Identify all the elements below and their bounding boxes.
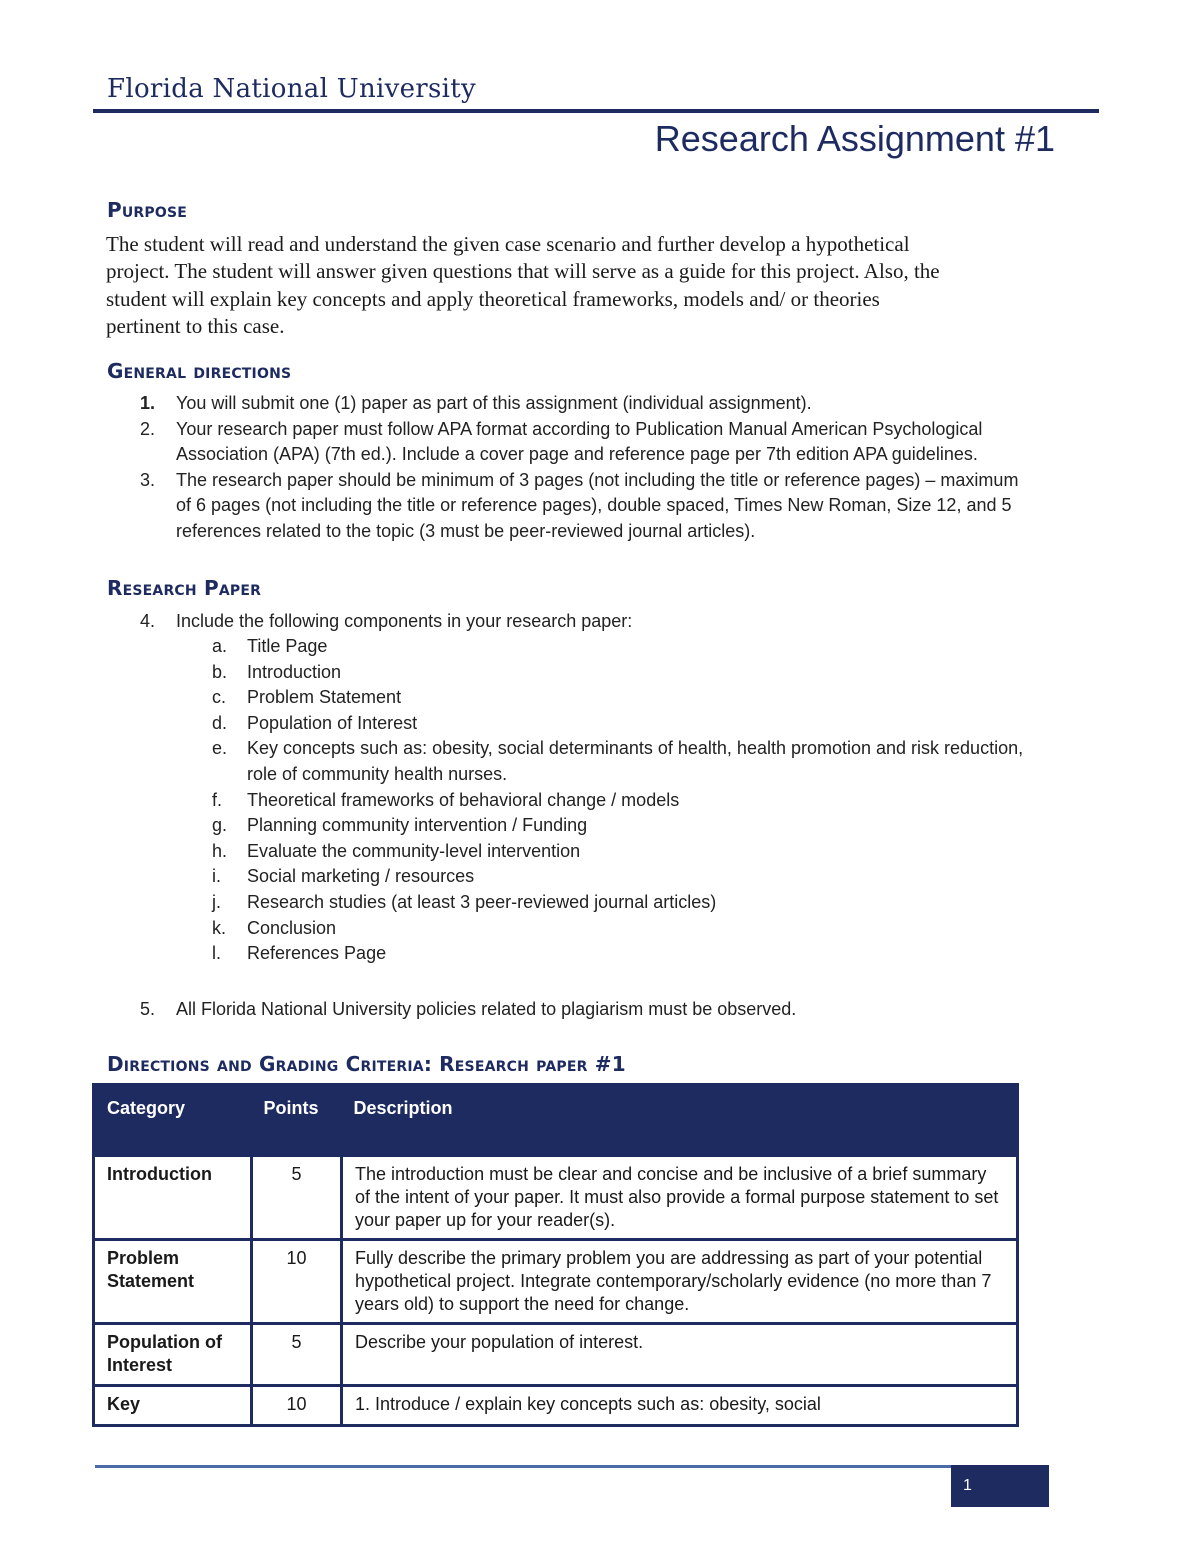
purpose-paragraph — [106, 231, 1066, 340]
points-cell: 5 — [252, 1324, 342, 1386]
purpose-heading: Purpose — [107, 198, 188, 222]
category-cell: Problem Statement — [94, 1240, 252, 1324]
component-letter: g. — [212, 815, 228, 836]
column-header-points: Points — [252, 1085, 342, 1156]
component-letter: b. — [212, 661, 228, 682]
points-cell: 10 — [252, 1386, 342, 1426]
points-cell: 10 — [252, 1240, 342, 1324]
component-text: Population of Interest — [247, 712, 418, 733]
list-text: of 6 pages (not including the title or reference pages), double spaced, Times New Roman, Size 12, and 5 — [176, 495, 1012, 516]
component-text: Key concepts such as: obesity, social determinants of health, health promotion and risk reduction, — [247, 738, 1024, 759]
component-text: Conclusion — [247, 917, 337, 938]
component-letter: i. — [212, 866, 221, 887]
purpose-line: pertinent to this case. — [106, 313, 285, 338]
points-cell: 5 — [252, 1156, 342, 1240]
list-number: 1. — [140, 393, 156, 413]
footer-rule — [95, 1465, 1049, 1468]
list-text: All Florida National University policies related to plagiarism must be observed. — [176, 999, 797, 1019]
component-letter: j. — [212, 891, 221, 912]
list-number: 2. — [140, 418, 156, 439]
component-letter: f. — [212, 789, 223, 810]
list-text: The research paper should be minimum of 3 pages (not including the title or reference pages) – maximum — [176, 469, 1019, 490]
page-number: 1 — [951, 1465, 1049, 1507]
description-cell: Fully describe the primary problem you are addressing as part of your potential hypothetical project. Integrate contemporary/scholarly evidence (no more than 7 years old) to support the need for change. — [342, 1240, 1018, 1324]
table-header-row — [94, 1085, 1018, 1156]
component-text: Evaluate the community-level intervention — [247, 840, 581, 861]
grading-heading: Directions and Grading Criteria: Research paper #1 — [107, 1052, 626, 1076]
component-text: Introduction — [247, 661, 342, 682]
purpose-line: student will explain key concepts and apply theoretical frameworks, models and/ or theories — [106, 286, 880, 311]
category-cell: Population of Interest — [94, 1324, 252, 1386]
list-text: You will submit one (1) paper as part of this assignment (individual assignment). — [176, 393, 812, 413]
document-title: Research Assignment #1 — [654, 118, 1055, 159]
table-row — [94, 1324, 1018, 1386]
component-text: References Page — [247, 943, 387, 964]
table-row — [94, 1386, 1018, 1426]
component-text: role of community health nurses. — [247, 763, 508, 784]
header-rule — [93, 109, 1099, 113]
general-directions-heading: General directions — [107, 359, 292, 383]
component-text: Problem Statement — [247, 687, 402, 708]
component-text: Title Page — [247, 636, 328, 656]
component-text: Social marketing / resources — [247, 866, 475, 887]
column-header-category: Category — [94, 1085, 252, 1156]
category-cell: Key — [94, 1386, 252, 1426]
component-letter: a. — [212, 636, 228, 656]
list-number: 3. — [140, 469, 156, 490]
list-text: Your research paper must follow APA format according to Publication Manual American Psychological — [176, 418, 983, 439]
description-cell: The introduction must be clear and concise and be inclusive of a brief summary of the intent of your paper. It must also provide a formal purpose statement to set your paper up for your reader(s). — [342, 1156, 1018, 1240]
category-cell: Introduction — [94, 1156, 252, 1240]
component-letter: e. — [212, 738, 228, 759]
grading-table — [92, 1083, 1019, 1427]
component-letter: h. — [212, 840, 228, 861]
list-number: 5. — [140, 999, 156, 1019]
university-name: Florida National University — [107, 74, 477, 104]
research-paper-heading: Research Paper — [107, 576, 262, 600]
table-row — [94, 1156, 1018, 1240]
column-header-description: Description — [342, 1085, 1018, 1156]
component-text: Theoretical frameworks of behavioral change / models — [247, 789, 680, 810]
purpose-line: project. The student will answer given questions that will serve as a guide for this project. Also, the — [106, 259, 940, 284]
list-text: Include the following components in your research paper: — [176, 611, 633, 631]
component-text: Planning community intervention / Funding — [247, 815, 588, 836]
table-row — [94, 1240, 1018, 1324]
description-cell: Describe your population of interest. — [342, 1324, 1018, 1386]
component-text: Research studies (at least 3 peer-reviewed journal articles) — [247, 891, 717, 912]
list-text: references related to the topic (3 must be peer-reviewed journal articles). — [176, 520, 756, 541]
description-cell: 1. Introduce / explain key concepts such as: obesity, social — [342, 1386, 1018, 1426]
list-text: Association (APA) (7th ed.). Include a cover page and reference page per 7th edition APA guidelines. — [176, 444, 978, 465]
component-letter: l. — [212, 943, 221, 964]
component-letter: k. — [212, 917, 227, 938]
list-number: 4. — [140, 611, 156, 631]
component-letter: c. — [212, 687, 227, 708]
component-letter: d. — [212, 712, 228, 733]
purpose-line: The student will read and understand the given case scenario and further develop a hypothetical — [106, 232, 910, 256]
